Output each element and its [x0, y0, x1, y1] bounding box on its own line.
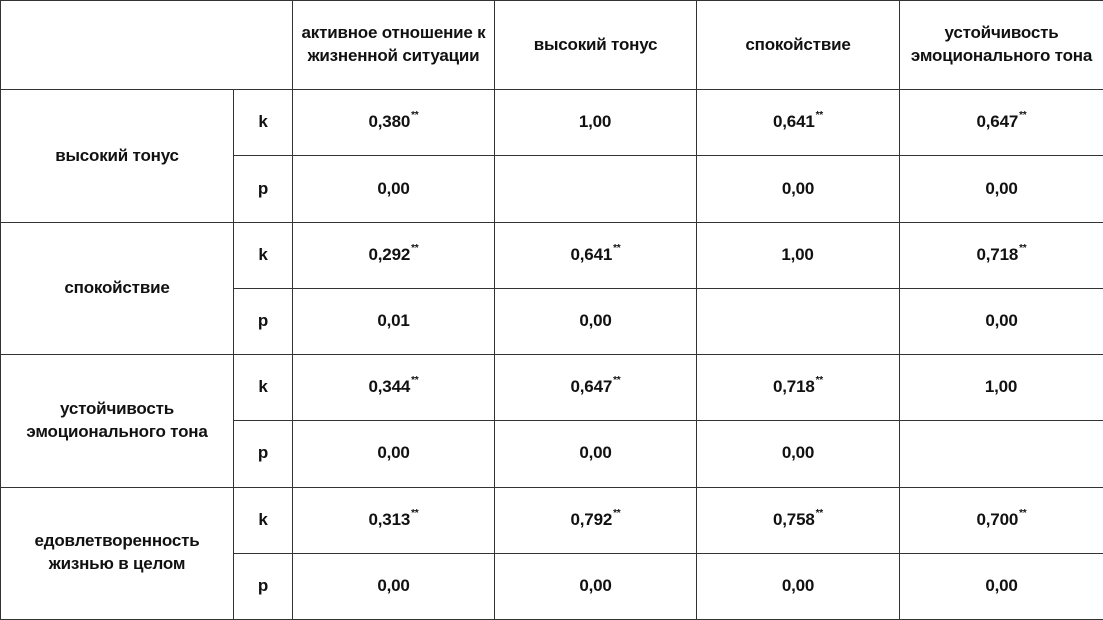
- column-header: активное отношение к жизненной ситуации: [293, 1, 495, 90]
- k-value: 0,647: [976, 112, 1019, 132]
- k-value: 1,00: [781, 244, 814, 264]
- stat-label-k: k: [234, 222, 293, 288]
- k-value: 0,380: [368, 112, 411, 132]
- table-row: [1, 487, 1103, 553]
- k-value: 0,641: [570, 244, 613, 264]
- p-cell: 0,00: [495, 553, 697, 619]
- row-label: высокий тонус: [1, 90, 234, 222]
- significance-mark: **: [411, 110, 419, 122]
- significance-mark: **: [1019, 110, 1027, 122]
- significance-mark: **: [411, 375, 419, 387]
- k-cell: [900, 355, 1103, 421]
- row-label: едовлетворенность жизнью в целом: [1, 487, 234, 620]
- p-cell: 0,00: [900, 156, 1103, 222]
- k-value: 0,758: [773, 509, 815, 529]
- significance-mark: **: [613, 375, 621, 387]
- p-cell: 0,00: [697, 553, 900, 619]
- k-cell: [495, 90, 697, 156]
- p-cell: 0,00: [293, 553, 495, 619]
- p-cell: 0,00: [900, 553, 1103, 619]
- p-cell: [697, 288, 900, 354]
- significance-mark: **: [815, 110, 823, 122]
- significance-mark: **: [1019, 242, 1027, 254]
- k-cell: [495, 222, 697, 288]
- significance-mark: **: [613, 507, 621, 519]
- k-cell: [697, 90, 900, 156]
- k-cell: [293, 90, 495, 156]
- k-value: 0,313: [368, 509, 411, 529]
- p-cell: 0,00: [495, 421, 697, 487]
- k-cell: [293, 355, 495, 421]
- row-label: спокойствие: [1, 222, 234, 354]
- k-cell: [495, 355, 697, 421]
- significance-mark: **: [1019, 507, 1027, 519]
- stat-label-p: p: [234, 288, 293, 354]
- k-value: 0,292: [368, 244, 411, 264]
- k-value: 0,344: [368, 377, 411, 397]
- k-cell: [900, 90, 1103, 156]
- p-cell: 0,00: [697, 421, 900, 487]
- stat-label-p: p: [234, 421, 293, 487]
- p-cell: [900, 421, 1103, 487]
- k-value: 0,718: [976, 244, 1019, 264]
- k-value: 0,700: [976, 509, 1019, 529]
- p-cell: 0,00: [697, 156, 900, 222]
- stat-label-k: k: [234, 355, 293, 421]
- table-row: [1, 222, 1103, 288]
- k-cell: [697, 355, 900, 421]
- header-row: [1, 1, 1103, 90]
- k-value: 1,00: [578, 112, 612, 132]
- p-cell: 0,01: [293, 288, 495, 354]
- p-cell: 0,00: [900, 288, 1103, 354]
- k-cell: [495, 487, 697, 553]
- k-cell: [900, 487, 1103, 553]
- k-value: 1,00: [984, 377, 1018, 397]
- column-header: спокойствие: [697, 1, 900, 90]
- stat-label-p: p: [234, 156, 293, 222]
- significance-mark: **: [411, 507, 419, 519]
- stat-label-p: p: [234, 553, 293, 619]
- significance-mark: **: [815, 375, 823, 387]
- k-value: 0,792: [570, 509, 613, 529]
- column-header: устойчивость эмоционального тона: [900, 1, 1103, 90]
- table-row: [1, 355, 1103, 421]
- k-cell: [697, 222, 900, 288]
- corner-cell: [1, 1, 293, 90]
- table-row: [1, 90, 1103, 156]
- k-cell: [293, 487, 495, 553]
- p-cell: [495, 156, 697, 222]
- stat-label-k: k: [234, 487, 293, 553]
- significance-mark: **: [411, 242, 419, 254]
- significance-mark: **: [613, 242, 621, 254]
- stat-label-k: k: [234, 90, 293, 156]
- k-cell: [697, 487, 900, 553]
- k-value: 0,718: [773, 377, 815, 397]
- k-value: 0,641: [773, 112, 815, 132]
- significance-mark: **: [815, 507, 823, 519]
- k-cell: [900, 222, 1103, 288]
- p-cell: 0,00: [293, 156, 495, 222]
- p-cell: 0,00: [293, 421, 495, 487]
- k-value: 0,647: [570, 377, 613, 397]
- row-label: устойчивость эмоционального тона: [1, 355, 234, 487]
- p-cell: 0,00: [495, 288, 697, 354]
- column-header: высокий тонус: [495, 1, 697, 90]
- k-cell: [293, 222, 495, 288]
